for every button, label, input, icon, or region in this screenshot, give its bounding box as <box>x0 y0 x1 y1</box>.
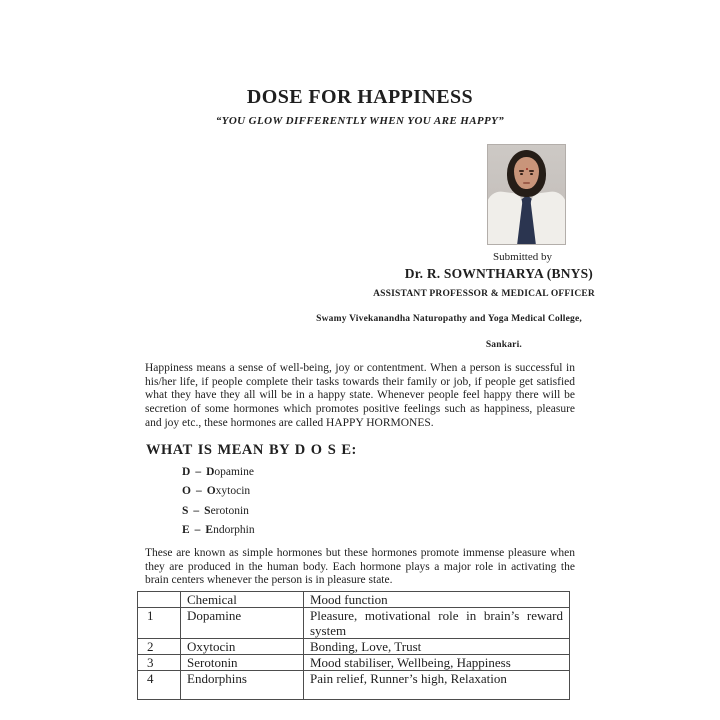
dose-item-endorphin <box>182 524 255 537</box>
intro-paragraph: Happiness means a sense of well-being, joy or contentment. When a person is successful in his/her life, if people complete their tasks towards their family or job, if people get satisfied what they have they all will be in a happy state. Whenever people feel happy there will be secretion of some hormones which promotes positive feelings such as happiness, pleasure and joy etc., these hormones are called HAPPY HORMONES. <box>145 362 575 429</box>
dose-name: erotonin <box>210 505 249 517</box>
dose-letter: S <box>182 505 189 517</box>
photo-brow <box>529 170 534 172</box>
table-header-row <box>138 592 570 608</box>
author-role: ASSISTANT PROFESSOR & MEDICAL OFFICER <box>373 289 595 299</box>
dose-item-serotonin <box>182 505 249 518</box>
hormone-table <box>137 591 570 700</box>
cell-mood: Bonding, Love, Trust <box>304 639 570 655</box>
dose-heading: WHAT IS MEAN BY D O S E: <box>146 442 357 458</box>
dose-name-initial: O <box>206 485 216 497</box>
dose-item-dopamine <box>182 466 254 479</box>
header-mood-cell: Mood function <box>304 592 570 608</box>
dose-dash: – <box>194 524 201 536</box>
author-name: Dr. R. SOWNTHARYA (BNYS) <box>404 266 593 281</box>
hormones-paragraph: These are known as simple hormones but these hormones promote immense pleasure when they are produced in the human body. Each hormone plays a major role in activating the brain centers whenever the person is in pleasure state. <box>145 547 575 587</box>
dose-dash: – <box>193 505 200 517</box>
photo-brow <box>519 170 524 172</box>
cell-mood: Mood stabiliser, Wellbeing, Happiness <box>304 655 570 671</box>
dose-item-oxytocin <box>182 485 250 498</box>
cell-chemical: Serotonin <box>181 655 304 671</box>
dose-letter: O <box>182 485 191 497</box>
photo-coat-left <box>487 190 523 245</box>
dose-name: ndorphin <box>213 524 255 536</box>
table-row <box>138 671 570 700</box>
submitted-by-label: Submitted by <box>493 251 552 263</box>
cell-mood: Pleasure, motivational role in brain’s reward system <box>304 608 570 639</box>
header-chemical-cell: Chemical <box>181 592 304 608</box>
dose-dash: – <box>195 485 202 497</box>
cell-chemical: Endorphins <box>181 671 304 700</box>
photo-coat-right <box>530 190 566 245</box>
cell-chemical: Oxytocin <box>181 639 304 655</box>
dose-letter: E <box>182 524 190 536</box>
dose-dash: – <box>195 466 202 478</box>
dose-name-initial: S <box>204 505 211 517</box>
header-index-cell <box>138 592 181 608</box>
table-row <box>138 639 570 655</box>
institution-place: Sankari. <box>485 340 522 350</box>
cell-chemical: Dopamine <box>181 608 304 639</box>
institution-name: Swamy Vivekanandha Naturopathy and Yoga Medical College, <box>316 314 582 324</box>
page-title: DOSE FOR HAPPINESS <box>246 86 474 108</box>
table-row <box>138 655 570 671</box>
dose-name: opamine <box>214 466 254 478</box>
dose-name-initial: D <box>206 466 215 478</box>
photo-mouth <box>523 182 530 184</box>
dose-name-initial: E <box>205 524 214 536</box>
dose-letter: D <box>182 466 191 478</box>
dose-name: xytocin <box>215 485 251 497</box>
photo-face <box>514 157 539 189</box>
cell-number: 1 <box>138 608 181 639</box>
photo-eye <box>530 173 533 175</box>
cell-number: 2 <box>138 639 181 655</box>
cell-mood: Pain relief, Runner’s high, Relaxation <box>304 671 570 700</box>
photo-bindi <box>526 168 528 170</box>
cell-number: 4 <box>138 671 181 700</box>
cell-number: 3 <box>138 655 181 671</box>
table-row <box>138 608 570 639</box>
page-subtitle: “YOU GLOW DIFFERENTLY WHEN YOU ARE HAPPY” <box>215 115 505 127</box>
photo-eye <box>520 173 523 175</box>
author-photo <box>487 144 566 245</box>
